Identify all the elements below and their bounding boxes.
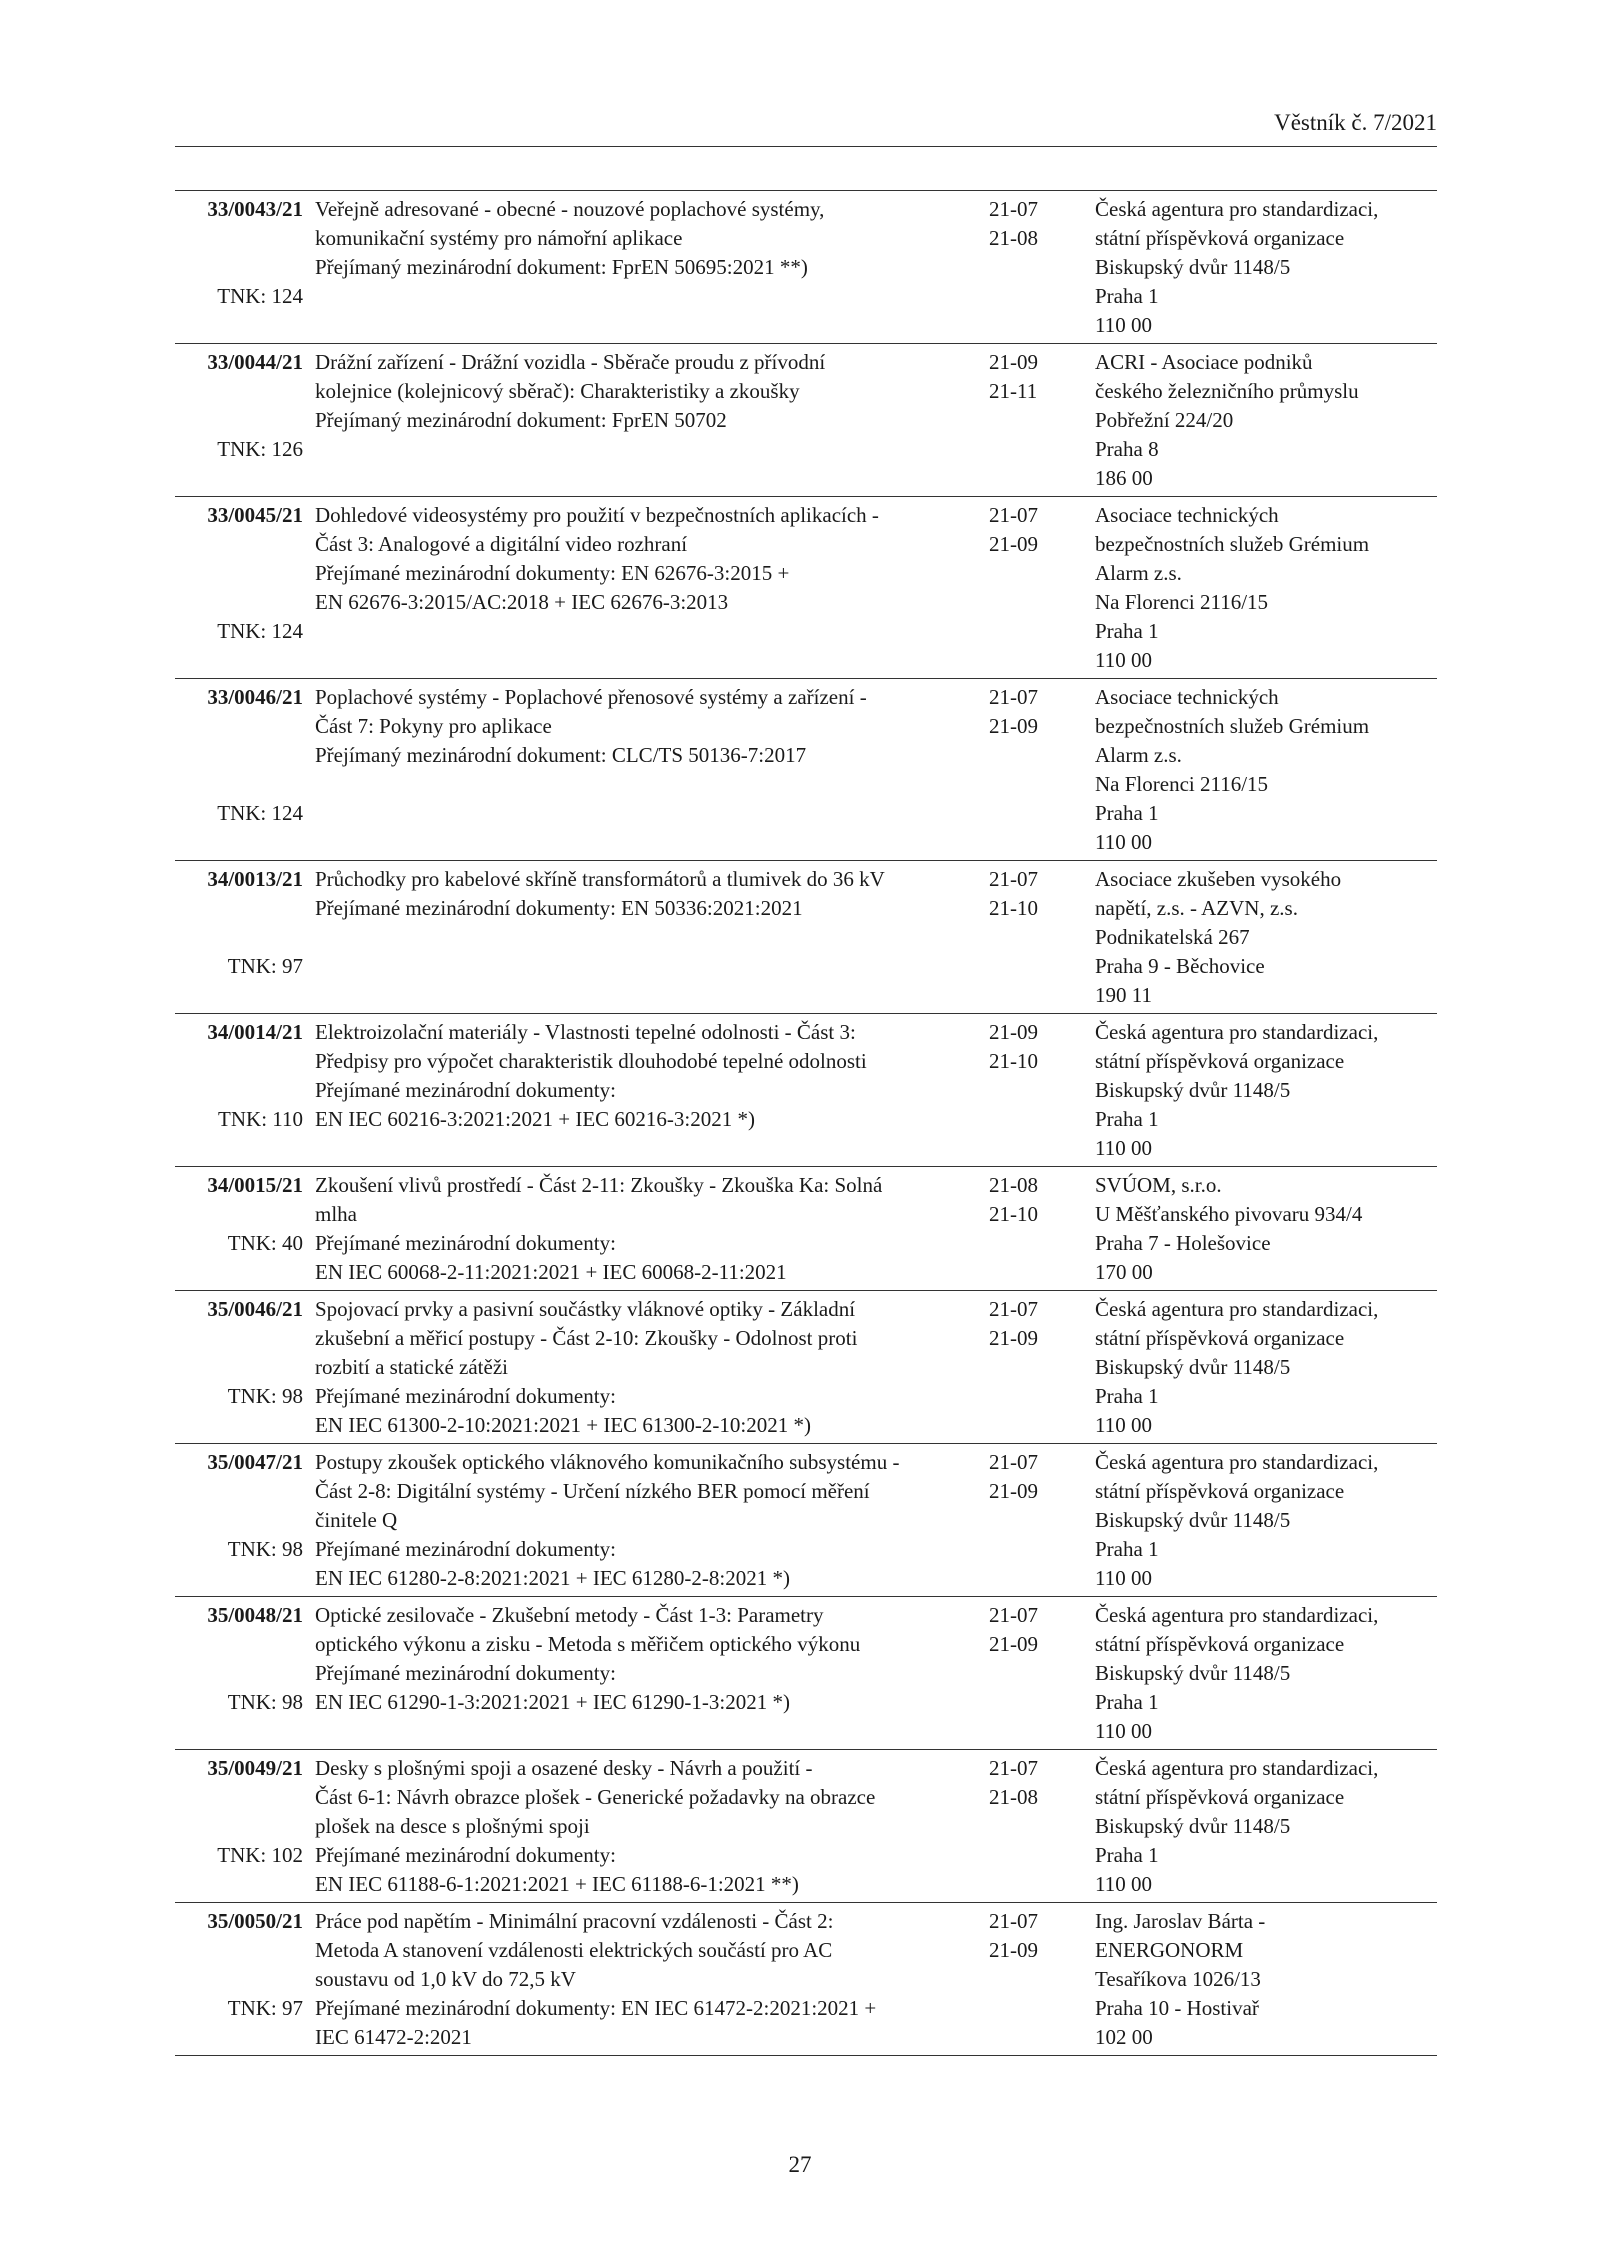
dates-cell: [989, 683, 1089, 857]
tnk-label: TNK: 110: [218, 1107, 303, 1131]
standard-id-cell: [175, 865, 303, 1010]
standard-id-cell: [175, 683, 303, 857]
date-value: 21-07: [989, 867, 1038, 891]
table-row: [175, 1903, 1437, 2056]
organization-line: Biskupský dvůr 1148/5: [1095, 1814, 1291, 1838]
organization-line: Pobřežní 224/20: [1095, 408, 1234, 432]
standard-id-cell: [175, 1754, 303, 1899]
dates-cell: [989, 501, 1089, 675]
description-cell: [315, 683, 985, 857]
organization-line: Biskupský dvůr 1148/5: [1095, 255, 1291, 279]
organization-line: Praha 1: [1095, 801, 1159, 825]
organization-line: Asociace zkušeben vysokého: [1095, 867, 1342, 891]
date-value: 21-07: [989, 197, 1038, 221]
organization-cell: [1095, 348, 1437, 493]
organization-line: Praha 1: [1095, 619, 1159, 643]
date-value: 21-07: [989, 1297, 1038, 1321]
description-line: Část 7: Pokyny pro aplikace: [315, 714, 552, 738]
description-line: Dohledové videosystémy pro použití v bezpečnostních aplikacích -: [315, 503, 879, 527]
organization-line: 110 00: [1095, 1566, 1152, 1590]
description-line: EN IEC 60216-3:2021:2021 + IEC 60216-3:2021 *): [315, 1107, 755, 1131]
date-value: 21-10: [989, 1202, 1038, 1226]
tnk-label: TNK: 97: [227, 954, 303, 978]
description-line: Zkoušení vlivů prostředí - Část 2-11: Zkoušky - Zkouška Ka: Solná: [315, 1173, 883, 1197]
table-row: [175, 861, 1437, 1014]
organization-line: Biskupský dvůr 1148/5: [1095, 1508, 1291, 1532]
description-line: Drážní zařízení - Drážní vozidla - Sběrače proudu z přívodní: [315, 350, 826, 374]
description-line: Metoda A stanovení vzdálenosti elektrických součástí pro AC: [315, 1938, 833, 1962]
organization-line: 110 00: [1095, 648, 1152, 672]
dates-cell: [989, 1907, 1089, 2052]
organization-line: 186 00: [1095, 466, 1153, 490]
organization-line: státní příspěvková organizace: [1095, 1326, 1345, 1350]
standard-number: 35/0047/21: [207, 1450, 303, 1474]
standard-number: 35/0046/21: [207, 1297, 303, 1321]
organization-line: bezpečnostních služeb Grémium: [1095, 714, 1370, 738]
dates-cell: [989, 1448, 1089, 1593]
description-line: EN IEC 61290-1-3:2021:2021 + IEC 61290-1-3:2021 *): [315, 1690, 790, 1714]
description-line: Předpisy pro výpočet charakteristik dlouhodobé tepelné odolnosti: [315, 1049, 867, 1073]
standard-number: 35/0049/21: [207, 1756, 303, 1780]
dates-cell: [989, 1601, 1089, 1746]
standard-id-cell: [175, 1295, 303, 1440]
table-row: [175, 1750, 1437, 1903]
organization-line: 190 11: [1095, 983, 1152, 1007]
tnk-label: TNK: 97: [227, 1996, 303, 2020]
organization-line: 110 00: [1095, 1136, 1152, 1160]
organization-line: Česká agentura pro standardizaci,: [1095, 1020, 1379, 1044]
description-line: Desky s plošnými spoji a osazené desky - Návrh a použití -: [315, 1756, 813, 1780]
organization-line: 110 00: [1095, 830, 1152, 854]
organization-cell: [1095, 1171, 1437, 1287]
dates-cell: [989, 195, 1089, 340]
organization-line: Biskupský dvůr 1148/5: [1095, 1355, 1291, 1379]
organization-line: Česká agentura pro standardizaci,: [1095, 197, 1379, 221]
description-line: Část 3: Analogové a digitální video rozhraní: [315, 532, 688, 556]
dates-cell: [989, 1018, 1089, 1163]
description-line: Elektroizolační materiály - Vlastnosti tepelné odolnosti - Část 3:: [315, 1020, 856, 1044]
description-line: komunikační systémy pro námořní aplikace: [315, 226, 683, 250]
organization-cell: [1095, 1448, 1437, 1593]
organization-line: Praha 9 - Běchovice: [1095, 954, 1265, 978]
description-cell: [315, 348, 985, 493]
organization-line: 110 00: [1095, 313, 1152, 337]
organization-line: Ing. Jaroslav Bárta -: [1095, 1909, 1266, 1933]
standard-number: 35/0050/21: [207, 1909, 303, 1933]
organization-cell: [1095, 683, 1437, 857]
organization-line: Praha 10 - Hostivař: [1095, 1996, 1259, 2020]
date-value: 21-09: [989, 350, 1038, 374]
date-value: 21-09: [989, 532, 1038, 556]
organization-cell: [1095, 195, 1437, 340]
organization-line: Česká agentura pro standardizaci,: [1095, 1450, 1379, 1474]
description-line: Přejímané mezinárodní dokumenty:: [315, 1843, 616, 1867]
table-row: [175, 191, 1437, 344]
description-line: Přejímané mezinárodní dokumenty: EN 50336:2021:2021: [315, 896, 803, 920]
date-value: 21-09: [989, 1479, 1038, 1503]
organization-line: Podnikatelská 267: [1095, 925, 1250, 949]
description-cell: [315, 1907, 985, 2052]
description-line: Přejímané mezinárodní dokumenty:: [315, 1384, 616, 1408]
organization-line: Tesaříkova 1026/13: [1095, 1967, 1261, 1991]
date-value: 21-07: [989, 1603, 1038, 1627]
organization-line: českého železničního průmyslu: [1095, 379, 1359, 403]
organization-line: Biskupský dvůr 1148/5: [1095, 1661, 1291, 1685]
organization-cell: [1095, 1295, 1437, 1440]
date-value: 21-08: [989, 226, 1038, 250]
standard-id-cell: [175, 501, 303, 675]
description-line: plošek na desce s plošnými spoji: [315, 1814, 590, 1838]
date-value: 21-10: [989, 1049, 1038, 1073]
description-line: Část 2-8: Digitální systémy - Určení nízkého BER pomocí měření: [315, 1479, 870, 1503]
standard-number: 34/0014/21: [207, 1020, 303, 1044]
description-cell: [315, 195, 985, 340]
standard-id-cell: [175, 1907, 303, 2052]
date-value: 21-07: [989, 1450, 1038, 1474]
dates-cell: [989, 1171, 1089, 1287]
organization-line: 170 00: [1095, 1260, 1153, 1284]
organization-line: ACRI - Asociace podniků: [1095, 350, 1313, 374]
tnk-label: TNK: 126: [217, 437, 303, 461]
description-line: Spojovací prvky a pasivní součástky vláknové optiky - Základní: [315, 1297, 856, 1321]
description-line: EN IEC 61188-6-1:2021:2021 + IEC 61188-6-1:2021 **): [315, 1872, 799, 1896]
description-line: IEC 61472-2:2021: [315, 2025, 472, 2049]
description-cell: [315, 1448, 985, 1593]
organization-line: státní příspěvková organizace: [1095, 1049, 1345, 1073]
organization-line: Alarm z.s.: [1095, 743, 1182, 767]
organization-cell: [1095, 1907, 1437, 2052]
standard-number: 34/0015/21: [207, 1173, 303, 1197]
date-value: 21-09: [989, 1326, 1038, 1350]
description-line: mlha: [315, 1202, 357, 1226]
organization-line: bezpečnostních služeb Grémium: [1095, 532, 1370, 556]
standard-id-cell: [175, 1601, 303, 1746]
date-value: 21-09: [989, 1938, 1038, 1962]
dates-cell: [989, 1754, 1089, 1899]
organization-line: Na Florenci 2116/15: [1095, 590, 1269, 614]
description-line: EN IEC 61280-2-8:2021:2021 + IEC 61280-2-8:2021 *): [315, 1566, 790, 1590]
organization-line: Česká agentura pro standardizaci,: [1095, 1603, 1379, 1627]
description-cell: [315, 1754, 985, 1899]
standard-id-cell: [175, 195, 303, 340]
organization-cell: [1095, 1754, 1437, 1899]
organization-line: napětí, z.s. - AZVN, z.s.: [1095, 896, 1298, 920]
description-line: Průchodky pro kabelové skříně transformátorů a tlumivek do 36 kV: [315, 867, 885, 891]
organization-line: ENERGONORM: [1095, 1938, 1244, 1962]
organization-cell: [1095, 1601, 1437, 1746]
date-value: 21-07: [989, 1909, 1038, 1933]
organization-line: U Měšťanského pivovaru 934/4: [1095, 1202, 1363, 1226]
standard-number: 35/0048/21: [207, 1603, 303, 1627]
tnk-label: TNK: 102: [217, 1843, 303, 1867]
date-value: 21-10: [989, 896, 1038, 920]
tnk-label: TNK: 124: [217, 284, 303, 308]
organization-line: Asociace technických: [1095, 685, 1279, 709]
date-value: 21-09: [989, 1020, 1038, 1044]
description-cell: [315, 1018, 985, 1163]
organization-cell: [1095, 501, 1437, 675]
standard-number: 33/0045/21: [207, 503, 303, 527]
table-row: [175, 1291, 1437, 1444]
table-row: [175, 1597, 1437, 1750]
date-value: 21-07: [989, 503, 1038, 527]
organization-line: Praha 1: [1095, 284, 1159, 308]
description-line: Přejímané mezinárodní dokumenty: EN IEC 61472-2:2021:2021 +: [315, 1996, 877, 2020]
description-line: Část 6-1: Návrh obrazce plošek - Generické požadavky na obrazce: [315, 1785, 876, 1809]
description-line: Přejímané mezinárodní dokumenty: EN 62676-3:2015 +: [315, 561, 790, 585]
table-row: [175, 1444, 1437, 1597]
organization-cell: [1095, 1018, 1437, 1163]
table-row: [175, 679, 1437, 861]
organization-line: Praha 7 - Holešovice: [1095, 1231, 1271, 1255]
date-value: 21-09: [989, 714, 1038, 738]
organization-line: Praha 1: [1095, 1843, 1159, 1867]
organization-line: SVÚOM, s.r.o.: [1095, 1173, 1222, 1197]
date-value: 21-09: [989, 1632, 1038, 1656]
tnk-label: TNK: 124: [217, 619, 303, 643]
page-header-title: Věstník č. 7/2021: [1274, 110, 1437, 135]
dates-cell: [989, 348, 1089, 493]
header-divider: [175, 146, 1437, 147]
date-value: 21-07: [989, 685, 1038, 709]
organization-cell: [1095, 865, 1437, 1010]
description-line: Přejímané mezinárodní dokumenty:: [315, 1078, 616, 1102]
description-line: EN 62676-3:2015/AC:2018 + IEC 62676-3:2013: [315, 590, 729, 614]
organization-line: státní příspěvková organizace: [1095, 1785, 1345, 1809]
standard-id-cell: [175, 1448, 303, 1593]
standard-id-cell: [175, 348, 303, 493]
table-row: [175, 1167, 1437, 1291]
organization-line: 110 00: [1095, 1413, 1152, 1437]
standard-number: 33/0046/21: [207, 685, 303, 709]
standards-table: [175, 190, 1437, 2056]
standard-number: 33/0043/21: [207, 197, 303, 221]
description-line: Přejímaný mezinárodní dokument: FprEN 50695:2021 **): [315, 255, 808, 279]
description-line: Veřejně adresované - obecné - nouzové poplachové systémy,: [315, 197, 825, 221]
organization-line: Praha 1: [1095, 1690, 1159, 1714]
organization-line: Praha 1: [1095, 1107, 1159, 1131]
organization-line: 110 00: [1095, 1872, 1152, 1896]
dates-cell: [989, 1295, 1089, 1440]
description-line: EN IEC 61300-2-10:2021:2021 + IEC 61300-2-10:2021 *): [315, 1413, 811, 1437]
organization-line: Asociace technických: [1095, 503, 1279, 527]
description-line: soustavu od 1,0 kV do 72,5 kV: [315, 1967, 576, 1991]
tnk-label: TNK: 98: [227, 1384, 303, 1408]
date-value: 21-08: [989, 1173, 1038, 1197]
description-line: Přejímané mezinárodní dokumenty:: [315, 1231, 616, 1255]
organization-line: Praha 1: [1095, 1537, 1159, 1561]
organization-line: Česká agentura pro standardizaci,: [1095, 1756, 1379, 1780]
description-line: Přejímané mezinárodní dokumenty:: [315, 1537, 616, 1561]
description-line: EN IEC 60068-2-11:2021:2021 + IEC 60068-2-11:2021: [315, 1260, 787, 1284]
description-line: optického výkonu a zisku - Metoda s měřičem optického výkonu: [315, 1632, 861, 1656]
description-line: Práce pod napětím - Minimální pracovní vzdálenosti - Část 2:: [315, 1909, 834, 1933]
description-cell: [315, 1171, 985, 1287]
standard-id-cell: [175, 1018, 303, 1163]
tnk-label: TNK: 40: [227, 1231, 303, 1255]
date-value: 21-07: [989, 1756, 1038, 1780]
organization-line: 110 00: [1095, 1719, 1152, 1743]
organization-line: státní příspěvková organizace: [1095, 1632, 1345, 1656]
standard-number: 33/0044/21: [207, 350, 303, 374]
tnk-label: TNK: 98: [227, 1690, 303, 1714]
description-line: Přejímaný mezinárodní dokument: FprEN 50702: [315, 408, 727, 432]
organization-line: Alarm z.s.: [1095, 561, 1182, 585]
organization-line: Na Florenci 2116/15: [1095, 772, 1269, 796]
organization-line: státní příspěvková organizace: [1095, 1479, 1345, 1503]
description-line: Přejímaný mezinárodní dokument: CLC/TS 50136-7:2017: [315, 743, 807, 767]
organization-line: státní příspěvková organizace: [1095, 226, 1345, 250]
description-line: kolejnice (kolejnicový sběrač): Charakteristiky a zkoušky: [315, 379, 800, 403]
date-value: 21-08: [989, 1785, 1038, 1809]
description-line: rozbití a statické zátěži: [315, 1355, 508, 1379]
organization-line: Česká agentura pro standardizaci,: [1095, 1297, 1379, 1321]
date-value: 21-11: [989, 379, 1038, 403]
organization-line: Biskupský dvůr 1148/5: [1095, 1078, 1291, 1102]
description-line: Poplachové systémy - Poplachové přenosové systémy a zařízení -: [315, 685, 867, 709]
description-cell: [315, 865, 985, 1010]
tnk-label: TNK: 124: [217, 801, 303, 825]
description-line: Postupy zkoušek optického vláknového komunikačního subsystému -: [315, 1450, 900, 1474]
description-line: Optické zesilovače - Zkušební metody - Část 1-3: Parametry: [315, 1603, 824, 1627]
organization-line: 102 00: [1095, 2025, 1153, 2049]
description-cell: [315, 501, 985, 675]
page-number: 27: [788, 2152, 812, 2177]
description-cell: [315, 1295, 985, 1440]
organization-line: Praha 8: [1095, 437, 1159, 461]
standard-number: 34/0013/21: [207, 867, 303, 891]
description-line: Přejímané mezinárodní dokumenty:: [315, 1661, 616, 1685]
description-cell: [315, 1601, 985, 1746]
dates-cell: [989, 865, 1089, 1010]
table-row: [175, 344, 1437, 497]
standard-id-cell: [175, 1171, 303, 1287]
description-line: činitele Q: [315, 1508, 398, 1532]
organization-line: Praha 1: [1095, 1384, 1159, 1408]
tnk-label: TNK: 98: [227, 1537, 303, 1561]
description-line: zkušební a měřicí postupy - Část 2-10: Zkoušky - Odolnost proti: [315, 1326, 858, 1350]
table-row: [175, 497, 1437, 679]
table-row: [175, 1014, 1437, 1167]
